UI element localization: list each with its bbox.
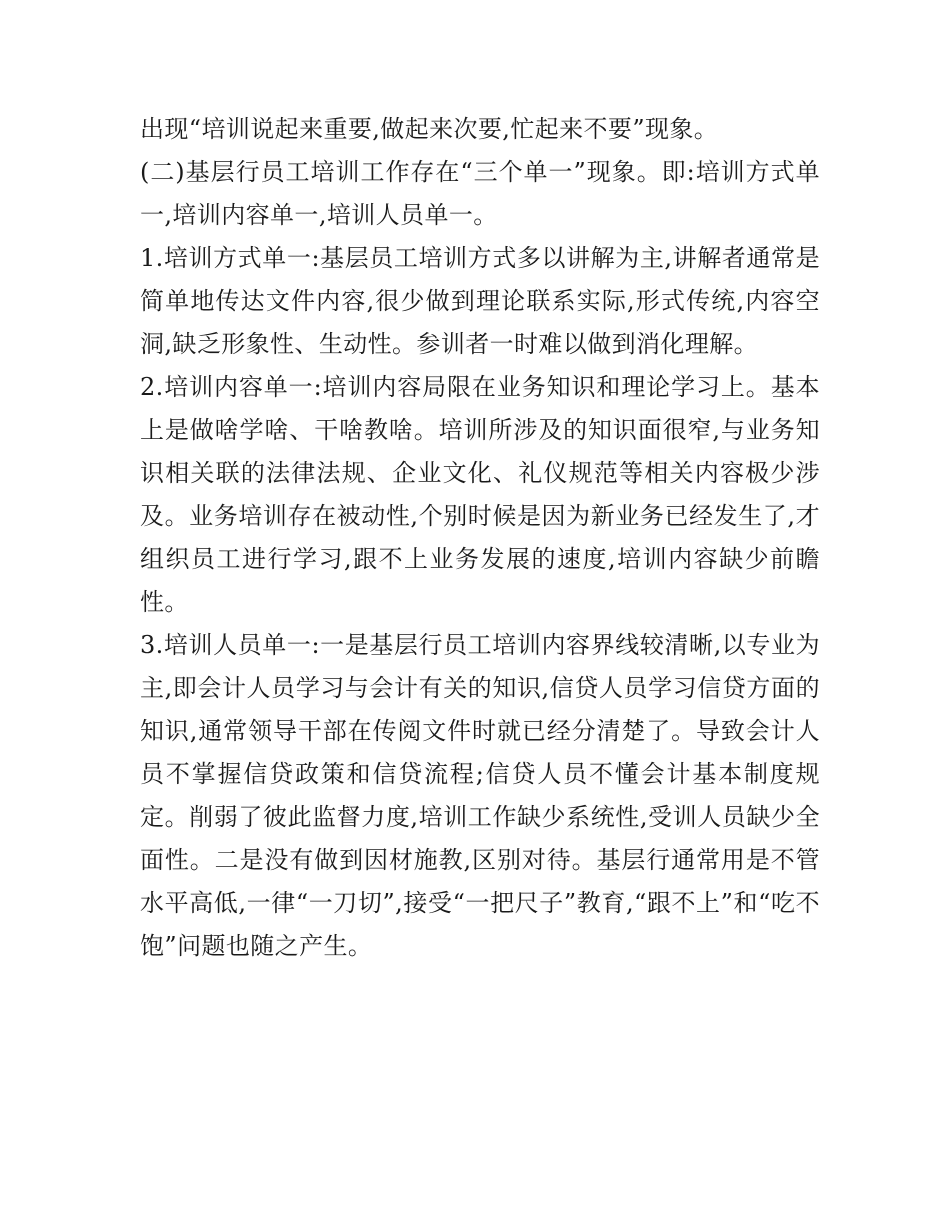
paragraph-point-2: 2.培训内容单一:培训内容局限在业务知识和理论学习上。基本上是做啥学啥、干啥教啥。培训所涉及的知识面很窄,与业务知识相关联的法律法规、企业文化、礼仪规范等相关内容极少涉及。业务培训存在被动性,个别时候是因为新业务已经发生了,才组织员工进行学习,跟不上业务发展的速度,培训内容缺少前瞻性。 xyxy=(140,373,820,616)
document-body xyxy=(140,108,820,968)
paragraph-point-3: 3.培训人员单一:一是基层行员工培训内容界线较清晰,以专业为主,即会计人员学习与会计有关的知识,信贷人员学习信贷方面的知识,通常领导干部在传阅文件时就已经分清楚了。导致会计人员不掌握信贷政策和信贷流程;信贷人员不懂会计基本制度规定。削弱了彼此监督力度,培训工作缺少系统性,受训人员缺少全面性。二是没有做到因材施教,区别对待。基层行通常用是不管水平高低,一律“一刀切”,接受“一把尺子”教育,“跟不上”和“吃不饱”问题也随之产生。 xyxy=(140,631,820,960)
paragraph-section-two: (二)基层行员工培训工作存在“三个单一”现象。即:培训方式单一,培训内容单一,培训人员单一。 xyxy=(140,158,820,229)
paragraph-point-1: 1.培训方式单一:基层员工培训方式多以讲解为主,讲解者通常是简单地传达文件内容,很少做到理论联系实际,形式传统,内容空洞,缺乏形象性、生动性。参训者一时难以做到消化理解。 xyxy=(140,244,820,358)
paragraph-intro: 出现“培训说起来重要,做起来次要,忙起来不要”现象。 xyxy=(140,115,719,143)
